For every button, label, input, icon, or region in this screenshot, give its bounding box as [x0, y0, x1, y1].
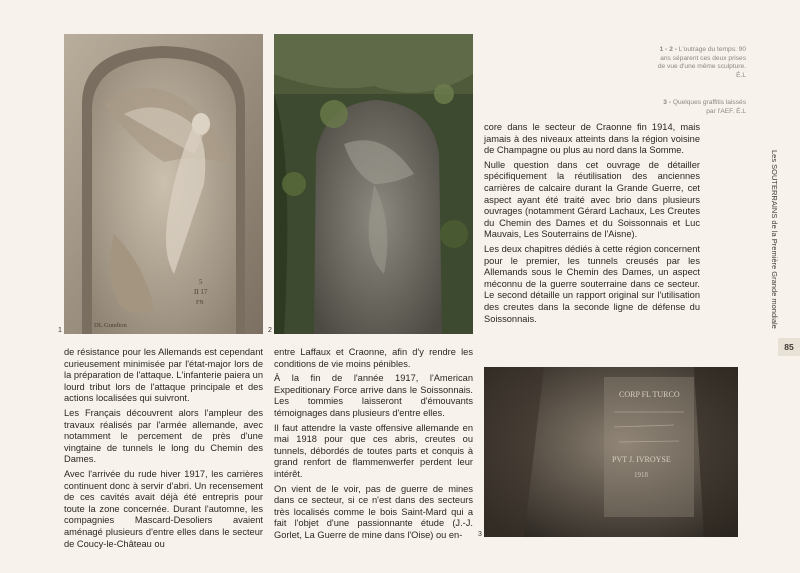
text-column-left: [64, 347, 263, 553]
paragraph: On vient de le voir, pas de guerre de mines dans ce secteur, si ce n'est dans des secteurs très localisés comme le bois Saint-Mard qui a fait l'objet d'une passionnante étude (J.-J. Gorlet, La Guerre de mine dans l'Oise) ou en-: [274, 483, 473, 540]
paragraph: Les deux chapitres dédiés à cette région concernent pour le premier, les tunnels creusés par les Allemands sous le Chemin des Dames, un aspect méconnu de la guerre souterraine dans ce secteur. Le second détaille un rapport original sur l'utilisation des creutes dans la seconde ligne de défense du Soissonnais.: [484, 243, 700, 324]
paragraph: Les Français découvrent alors l'ampleur des travaux réalisés par l'armée allemande, avec notamment le percement de près d'une vingtaine de tunnels le long du Chemin des Dames.: [64, 407, 263, 465]
paragraph: de résistance pour les Allemands est cependant curieusement minimisée par l'état-major lors de la préparation de l'attaque. L'infanterie paiera un lourd tribut lors de l'attaque principale et des actions localisées qui suivront.: [64, 347, 263, 404]
running-head: Les SOUTERRAINS de la Première Grande mondiale: [770, 150, 779, 329]
caption-1-number: 1 - 2 -: [659, 46, 677, 53]
caption-figure-3: [654, 99, 746, 116]
photo-sculpture-recent: [274, 34, 473, 334]
paragraph: entre Laffaux et Craonne, afin d'y rendre les conditions de vie moins pénibles.: [274, 347, 473, 369]
graffiti-text-1: CORP FL TURCO: [619, 390, 680, 399]
figure-number-1: 1: [58, 327, 62, 334]
figure-number-3: 3: [478, 531, 482, 538]
photo-sculpture-old: [64, 34, 263, 334]
paragraph: Nulle question dans cet ouvrage de détailler spécifiquement la réutilisation des anciennes carrières de calcaire durant la Grande Guerre, cet aspect ayant été traité avec brio dans plusieurs ouvrages (notamment Gérard Lachaux, Les Creutes du Chemin des Dames et du Soissonnais et Luc Mauvais, Les Souterrains de l'Aisne).: [484, 159, 700, 240]
caption-figures-1-2: [654, 46, 746, 80]
text-column-right: [484, 122, 700, 328]
photo-graffiti: [484, 367, 738, 537]
paragraph: core dans le secteur de Craonne fin 1914, mais jamais à des niveaux atteints dans la région voisine de Champagne ou plus au nord dans la Somme.: [484, 122, 700, 156]
figure-number-2: 2: [268, 327, 272, 334]
caption-2-number: 3 -: [663, 99, 671, 106]
graffiti-image: [484, 367, 738, 537]
paragraph: À la fin de l'année 1917, l'American Expeditionary Force arrive dans le Soissonnais. Les tommies laisseront d'émouvants témoignages dans plusieurs d'entre elles.: [274, 373, 473, 418]
text-column-middle: [274, 347, 473, 545]
sculpture-old-image: [64, 34, 263, 334]
graffiti-text-2: PVT J. IVROYSE: [612, 455, 671, 464]
page-number: 85: [778, 338, 800, 356]
paragraph: Avec l'arrivée du rude hiver 1917, les carrières continuent donc à servir d'abri. Un recensement de ces cavités avait déjà été entrepris pour toute la zone concernée. Durant l'automne, les compagnies Mascard-Desoliers avaient aménagé plusieurs d'entre elles dans le secteur de Coucy-le-Château ou: [64, 468, 263, 549]
fig1-inscription-2: II 17: [194, 288, 208, 296]
graffiti-text-3: 1918: [634, 471, 648, 479]
caption-1-text: L'outrage du temps: 90 ans séparent ces deux prises de vue d'une même sculpture. É.L: [657, 46, 746, 79]
sculpture-recent-image: [274, 34, 473, 334]
fig1-inscription-1: 5: [199, 278, 203, 286]
fig1-signature: DL Gundion: [94, 322, 127, 329]
fig1-inscription-3: FN: [196, 300, 204, 306]
caption-2-text: Quelques graffitis laissés par l'AEF. É.L: [672, 99, 746, 115]
paragraph: Il faut attendre la vaste offensive allemande en mai 1918 pour que ces abris, creutes ou tunnels, débordés de toutes parts et conquis à grand renfort de flammenwerfer perdent leur intérêt.: [274, 422, 473, 479]
